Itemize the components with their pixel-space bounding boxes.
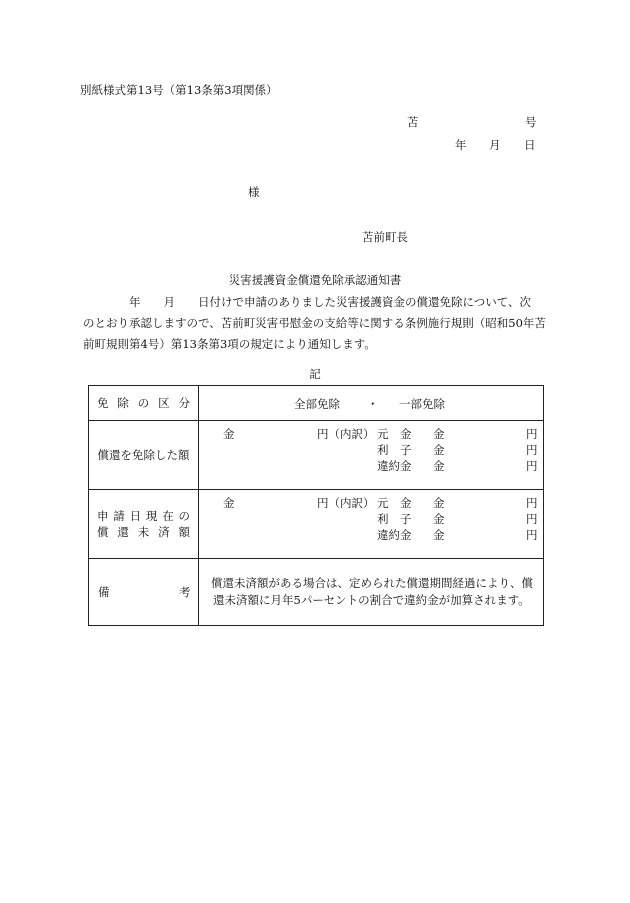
- remarks-label-right: 考: [179, 585, 191, 599]
- document-number-prefix: 苫: [407, 115, 419, 129]
- label-cell-remarks: [89, 559, 199, 626]
- table-row-outstanding-amount: [89, 490, 544, 559]
- remarks-label-left: 備: [98, 585, 110, 599]
- remarks-line-1: 償還未済額がある場合は、定められた償還期間経過により、償: [211, 576, 533, 590]
- item-yen: 円: [526, 443, 538, 457]
- item-yen: 円: [526, 512, 538, 526]
- date-month-label: 月: [489, 138, 501, 152]
- yen-breakdown-label: 円（内訳）: [317, 496, 375, 510]
- item-name: 元 金: [377, 427, 412, 441]
- item-kin: 金: [433, 528, 445, 542]
- document-title: 災害援護資金償還免除承認通知書: [228, 273, 402, 287]
- body-text: [83, 292, 550, 355]
- outstanding-amount-value-cell: [199, 490, 544, 559]
- option-full-exemption: 全部免除: [294, 397, 340, 411]
- outstanding-label-line-1: 申請日現在の: [97, 509, 190, 523]
- item-name: 元 金: [377, 496, 412, 510]
- table-row-exempted-amount: [89, 421, 544, 490]
- item-name: 違約金: [377, 528, 412, 542]
- table-row-exemption-type: [89, 386, 544, 421]
- item-kin: 金: [433, 512, 445, 526]
- remarks-line-2: 還未済額に月年5パーセントの割合で違約金が加算されます。: [213, 593, 530, 607]
- label-cell-outstanding-amount: [89, 490, 199, 559]
- exemption-type-label: 免除の区分: [97, 396, 190, 410]
- kin-label: 金: [223, 496, 235, 510]
- date-day-label: 日: [524, 138, 536, 152]
- item-yen: 円: [526, 427, 538, 441]
- kin-label: 金: [223, 427, 235, 441]
- item-name: 違約金: [377, 459, 412, 473]
- item-yen: 円: [526, 528, 538, 542]
- exemption-type-value-cell: [199, 386, 544, 421]
- option-separator: ・: [367, 397, 379, 411]
- date-year-label: 年: [455, 138, 467, 152]
- label-cell-exemption-type: [89, 386, 199, 421]
- ki-label: 記: [309, 367, 321, 381]
- option-partial-exemption: 一部免除: [399, 397, 445, 411]
- exempted-amount-value-cell: [199, 421, 544, 490]
- item-name: 利 子: [377, 443, 412, 457]
- outstanding-label-line-2: 償還未済額: [97, 525, 190, 539]
- body-line-1: 年 月 日付けで申請のありました災害援護資金の償還免除について、次: [83, 295, 532, 309]
- item-yen: 円: [526, 496, 538, 510]
- item-name: 利 子: [377, 512, 412, 526]
- item-yen: 円: [526, 459, 538, 473]
- exempted-amount-label: 償還を免除した額: [97, 448, 190, 462]
- form-number: 別紙様式第13号（第13条第3項関係）: [80, 83, 278, 97]
- table-row-remarks: [89, 559, 544, 626]
- recipient-honorific: 様: [248, 185, 260, 199]
- body-line-3: 前町規則第4号）第13条第3項の規定により通知します。: [83, 337, 376, 351]
- item-kin: 金: [433, 427, 445, 441]
- detail-table: [88, 385, 544, 626]
- body-line-2: のとおり承認しますので、苫前町災害弔慰金の支給等に関する条例施行規則（昭和50年苫: [83, 316, 546, 330]
- item-kin: 金: [433, 459, 445, 473]
- item-kin: 金: [433, 496, 445, 510]
- remarks-value-cell: [199, 559, 544, 626]
- document-number-suffix: 号: [525, 115, 537, 129]
- item-kin: 金: [433, 443, 445, 457]
- yen-breakdown-label: 円（内訳）: [317, 427, 375, 441]
- label-cell-exempted-amount: [89, 421, 199, 490]
- issuer-name: 苫前町長: [362, 230, 408, 244]
